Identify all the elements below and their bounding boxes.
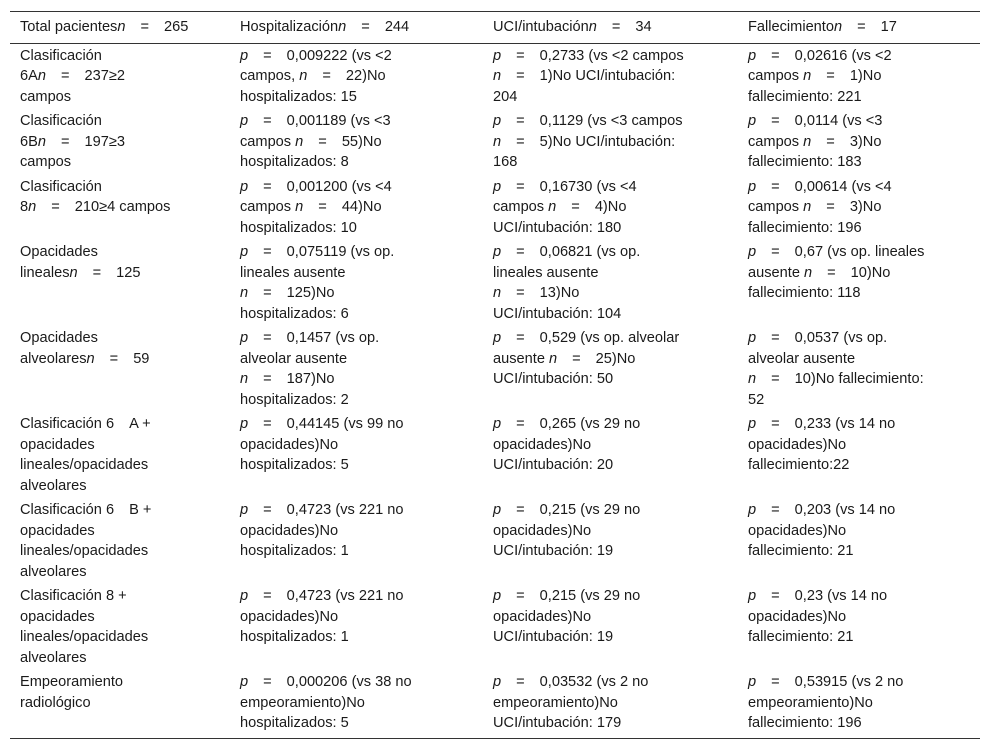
cell-hospitalizacion: p = 0,4723 (vs 221 no opacidades)No hospitalizados: 1 — [240, 502, 404, 559]
cell-uci: p = 0,265 (vs 29 no opacidades)No UCI/intubación: 20 — [493, 416, 641, 473]
cell-hospitalizacion: p = 0,075119 (vs op. lineales ausente n = 125)No hospitalizados: 6 — [240, 244, 395, 322]
cell-fallecimiento: p = 0,53915 (vs 2 no empeoramiento)No fallecimiento: 196 — [738, 670, 980, 738]
header-uci: UCI/intubaciónn = 34 — [483, 12, 738, 44]
row-label: Clasificación 6 A + opacidades lineales/opacidades alveolares — [20, 416, 151, 494]
cell-uci: p = 0,16730 (vs <4 campos n = 4)No UCI/intubación: 180 — [493, 178, 637, 236]
cell-fallecimiento: p = 0,0114 (vs <3 campos n = 3)No fallecimiento: 183 — [748, 113, 883, 170]
table-row — [10, 412, 980, 498]
cell-hospitalizacion: p = 0,4723 (vs 221 no opacidades)No hospitalizados: 1 — [240, 588, 404, 645]
cell-hospitalizacion: p = 0,000206 (vs 38 no empeoramiento)No hospitalizados: 5 — [230, 670, 483, 738]
cell-hospitalizacion: p = 0,001189 (vs <3 campos n = 55)No hospitalizados: 8 — [240, 113, 391, 170]
row-label: Opacidades alveolaresn = 59 — [20, 330, 150, 367]
header-hospitalizacion: Hospitalizaciónn = 244 — [230, 12, 483, 44]
row-label: Clasificación 8n = 210≥4 campos — [20, 178, 171, 215]
header-fallecimiento: Fallecimienton = 17 — [738, 12, 980, 44]
cell-fallecimiento: p = 0,0537 (vs op. alveolar ausente n = 10)No fallecimiento: 52 — [748, 330, 924, 408]
table-row — [10, 498, 980, 584]
row-label: Clasificación 6 B + opacidades lineales/opacidades alveolares — [20, 502, 152, 580]
cell-uci: p = 0,03532 (vs 2 no empeoramiento)No UCI/intubación: 179 — [483, 670, 738, 738]
cell-uci: p = 0,1129 (vs <3 campos n = 5)No UCI/intubación: 168 — [493, 113, 683, 170]
cell-fallecimiento: p = 0,23 (vs 14 no opacidades)No fallecimiento: 21 — [748, 588, 888, 645]
row-label: Clasificación 6Bn = 197≥3 campos — [20, 113, 125, 170]
cell-fallecimiento: p = 0,02616 (vs <2 campos n = 1)No fallecimiento: 221 — [748, 47, 892, 105]
table-row — [10, 326, 980, 412]
cell-fallecimiento: p = 0,00614 (vs <4 campos n = 3)No fallecimiento: 196 — [748, 178, 892, 236]
cell-fallecimiento: p = 0,203 (vs 14 no opacidades)No fallecimiento: 21 — [748, 502, 896, 559]
row-label: Clasificación 8 + opacidades lineales/opacidades alveolares — [20, 588, 149, 666]
cell-hospitalizacion: p = 0,1457 (vs op. alveolar ausente n = 187)No hospitalizados: 2 — [240, 330, 380, 408]
row-label: Empeoramiento radiológico — [10, 670, 230, 738]
table-row — [10, 175, 980, 241]
cell-uci: p = 0,215 (vs 29 no opacidades)No UCI/intubación: 19 — [493, 502, 641, 559]
table-row — [10, 584, 980, 670]
cell-hospitalizacion: p = 0,001200 (vs <4 campos n = 44)No hospitalizados: 10 — [240, 178, 392, 236]
cell-fallecimiento: p = 0,233 (vs 14 no opacidades)No fallecimiento:22 — [748, 416, 896, 473]
table-row — [10, 670, 980, 738]
row-label: Clasificación 6An = 237≥2 campos — [20, 47, 125, 105]
table-row — [10, 109, 980, 175]
cell-uci: p = 0,529 (vs op. alveolar ausente n = 25)No UCI/intubación: 50 — [493, 330, 680, 387]
cell-hospitalizacion: p = 0,009222 (vs <2 campos, n = 22)No hospitalizados: 15 — [240, 47, 392, 105]
cell-uci: p = 0,06821 (vs op. lineales ausente n = 13)No UCI/intubación: 104 — [493, 244, 641, 322]
cell-fallecimiento: p = 0,67 (vs op. lineales ausente n = 10)No fallecimiento: 118 — [748, 244, 925, 301]
cell-uci: p = 0,215 (vs 29 no opacidades)No UCI/intubación: 19 — [493, 588, 641, 645]
table-row — [10, 43, 980, 109]
table-header-row — [10, 12, 980, 44]
row-label: Opacidades linealesn = 125 — [20, 244, 141, 281]
cell-uci: p = 0,2733 (vs <2 campos n = 1)No UCI/intubación: 204 — [493, 47, 684, 105]
statistics-table — [10, 11, 980, 739]
header-total: Total pacientesn = 265 — [10, 12, 230, 44]
table-row — [10, 240, 980, 326]
cell-hospitalizacion: p = 0,44145 (vs 99 no opacidades)No hospitalizados: 5 — [240, 416, 404, 473]
